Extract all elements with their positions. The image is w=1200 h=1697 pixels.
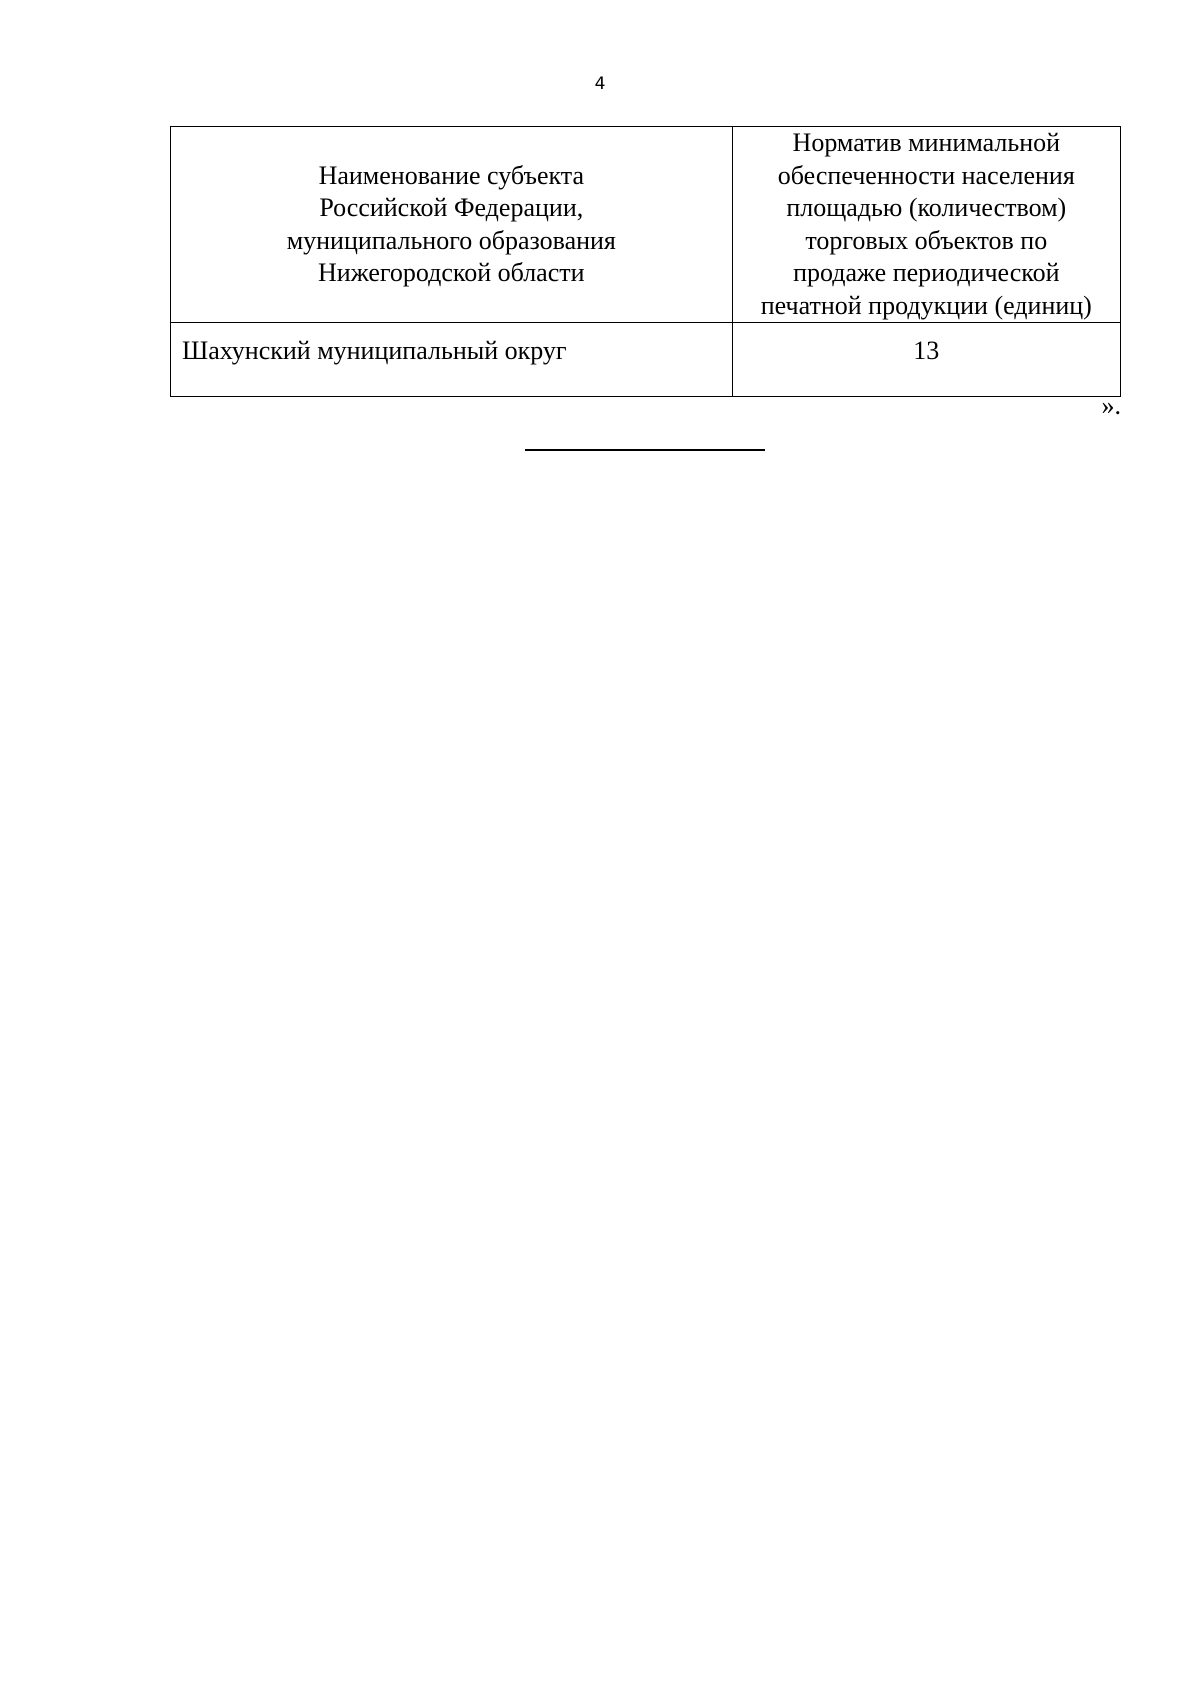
end-rule bbox=[525, 449, 765, 451]
page-number: 4 bbox=[594, 74, 606, 94]
header-name-line: Наименование субъекта bbox=[318, 160, 584, 190]
header-norm-line: площадью (количеством) bbox=[786, 193, 1067, 222]
header-name-line: Российской Федерации, bbox=[319, 193, 584, 222]
header-name-line: муниципального образования bbox=[286, 225, 616, 255]
header-norm-line: торговых объектов по bbox=[805, 225, 1048, 255]
table-row bbox=[171, 323, 1121, 397]
header-norm-line: продаже периодической bbox=[793, 258, 1060, 287]
table-header-row bbox=[171, 127, 1121, 323]
header-name-line: Нижегородской области bbox=[318, 258, 585, 287]
closing-quote: ». bbox=[1101, 391, 1121, 420]
header-norm-cell bbox=[732, 127, 1120, 323]
normative-table bbox=[170, 126, 1121, 397]
norm-value-cell: 13 bbox=[732, 323, 1120, 397]
header-norm-line: Норматив минимальной bbox=[792, 128, 1061, 157]
municipality-name-cell: Шахунский муниципальный округ bbox=[171, 323, 733, 397]
header-norm-line: печатной продукции (единиц) bbox=[760, 290, 1092, 320]
header-norm-line: обеспеченности населения bbox=[777, 160, 1075, 190]
header-name-cell bbox=[171, 127, 733, 323]
